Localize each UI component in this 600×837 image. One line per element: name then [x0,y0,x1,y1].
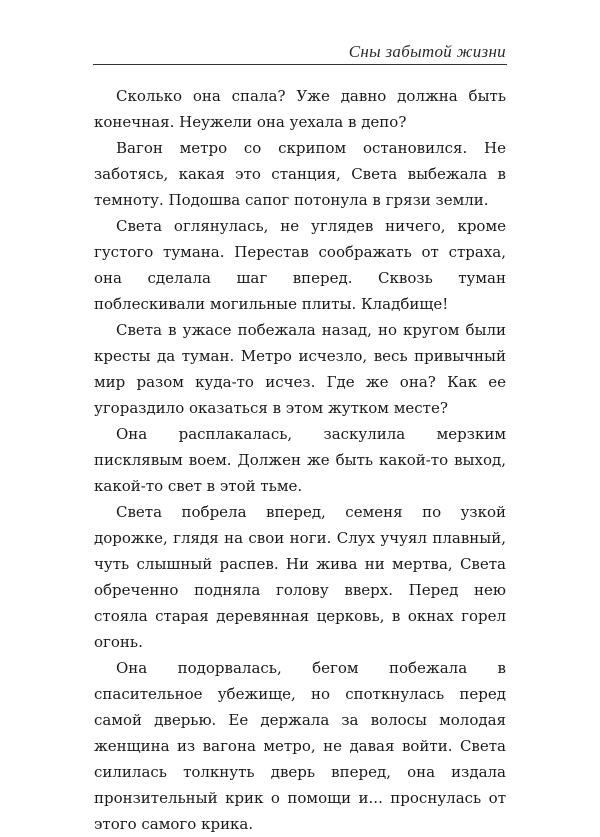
header-rule [93,64,507,65]
paragraph-5: Она расплакалась, заскулила мерзким писклявым воем. Должен же быть какой-то выход, какой-то свет в этой тьме. [94,425,506,495]
paragraph-3: Света оглянулась, не углядев ничего, кроме густого тумана. Перестав соображать от страха, она сделала шаг вперед. Сквозь туман поблескивали могильные плиты. Кладбище! [94,217,506,313]
paragraph-7: Она подорвалась, бегом побежала в спасительное убежище, но споткнулась перед самой дверью. Ее держала за волосы молодая женщина из вагона метро, не давая войти. Света силилась толкнуть дверь вперед, она издала пронзительный крик о помощи и... проснулась от этого самого крика. [94,659,506,833]
paragraph-2: Вагон метро со скрипом остановился. Не заботясь, какая это станция, Света выбежала в темноту. Подошва сапог потонула в грязи земли. [94,139,506,209]
body-text [94,83,506,837]
paragraph-1: Сколько она спала? Уже давно должна быть конечная. Неужели она уехала в депо? [94,87,506,131]
paragraph-4: Света в ужасе побежала назад, но кругом были кресты да туман. Метро исчезло, весь привычный мир разом куда-то исчез. Где же она? Как ее угораздило оказаться в этом жутком месте? [94,321,506,417]
paragraph-6: Света побрела вперед, семеня по узкой дорожке, глядя на свои ноги. Слух учуял плавный, чуть слышный распев. Ни жива ни мертва, Света обреченно подняла голову вверх. Перед нею стояла старая деревянная церковь, в окнах горел огонь. [94,503,506,651]
running-title: Сны забытой жизни [348,42,506,61]
